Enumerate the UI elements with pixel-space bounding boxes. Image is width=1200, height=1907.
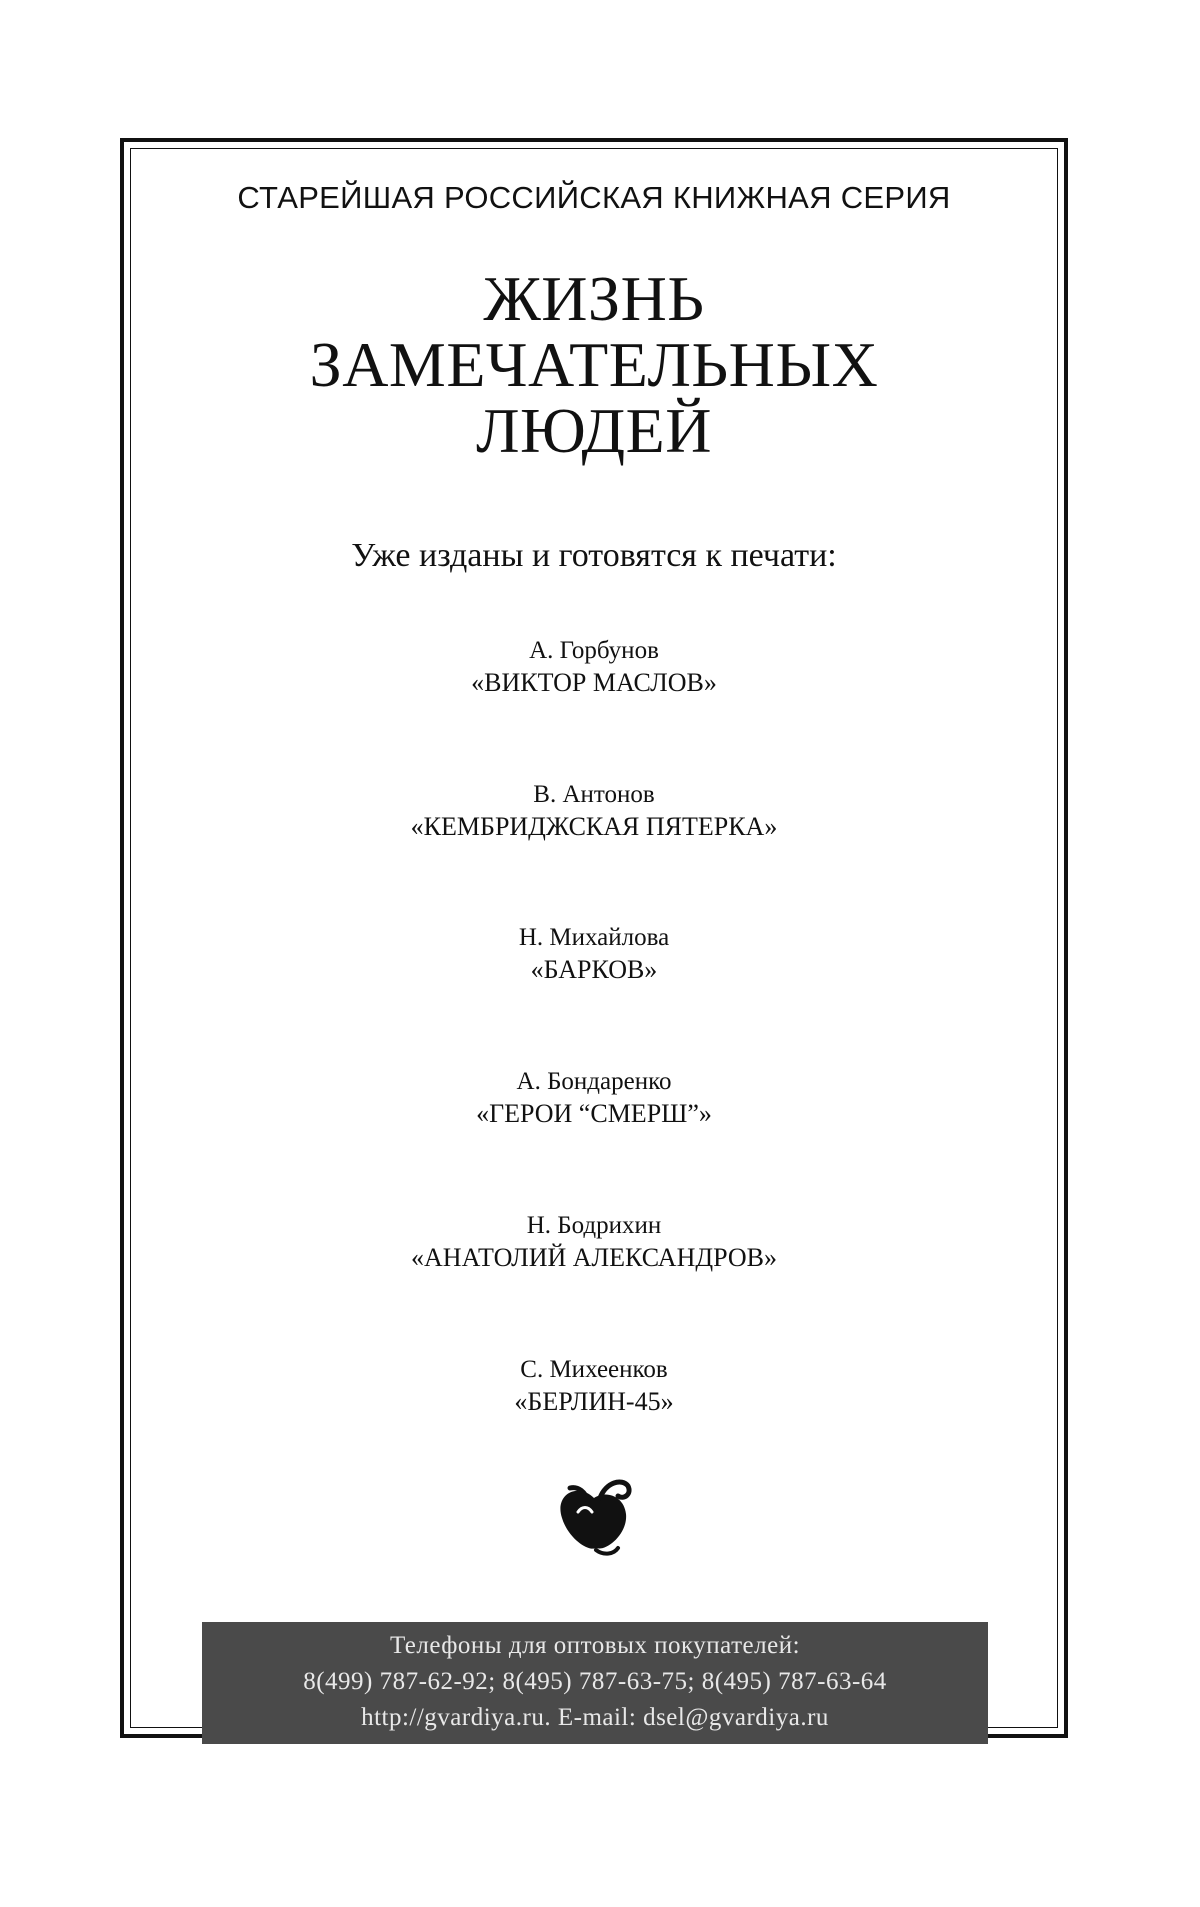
title-line: ЛЮДЕЙ — [476, 395, 712, 466]
book-entry — [130, 1354, 1058, 1418]
book-title: «БАРКОВ» — [530, 955, 658, 984]
book-title: «ГЕРОИ “СМЕРШ”» — [476, 1099, 712, 1128]
book-title: «ВИКТОР МАСЛОВ» — [471, 668, 717, 697]
book-title: «БЕРЛИН-45» — [514, 1387, 674, 1416]
book-author: С. Михеенков — [520, 1356, 668, 1383]
book-entry — [130, 922, 1058, 986]
book-title: «АНАТОЛИЙ АЛЕКСАНДРОВ» — [411, 1243, 777, 1272]
book-title: «КЕМБРИДЖСКАЯ ПЯТЕРКА» — [410, 812, 778, 841]
series-name: СТАРЕЙШАЯ РОССИЙСКАЯ КНИЖНАЯ СЕРИЯ — [237, 180, 951, 215]
contacts-heading: Телефоны для оптовых покупателей: — [389, 1632, 801, 1659]
title-line: ЖИЗНЬ — [483, 263, 705, 334]
contacts-web-email: http://gvardiya.ru. E-mail: dsel@gvardiya.ru — [361, 1704, 829, 1731]
intro-text: Уже изданы и готовятся к печати: — [351, 537, 837, 574]
title-line: ЗАМЕЧАТЕЛЬНЫХ — [309, 329, 879, 400]
book-author: А. Бондаренко — [516, 1068, 672, 1095]
book-author: А. Горбунов — [529, 637, 659, 664]
publisher-emblem-icon — [548, 1468, 640, 1560]
book-author: Н. Бодрихин — [526, 1212, 662, 1239]
contacts-box — [202, 1622, 988, 1744]
book-author: В. Антонов — [533, 781, 655, 808]
book-entry — [130, 1210, 1058, 1274]
book-entry — [130, 779, 1058, 843]
book-author: Н. Михайлова — [518, 924, 670, 951]
series-title — [130, 263, 1058, 466]
book-entry — [130, 1066, 1058, 1130]
book-entry — [130, 635, 1058, 699]
contacts-phones: 8(499) 787-62-92; 8(495) 787-63-75; 8(495) 787-63-64 — [303, 1668, 887, 1695]
